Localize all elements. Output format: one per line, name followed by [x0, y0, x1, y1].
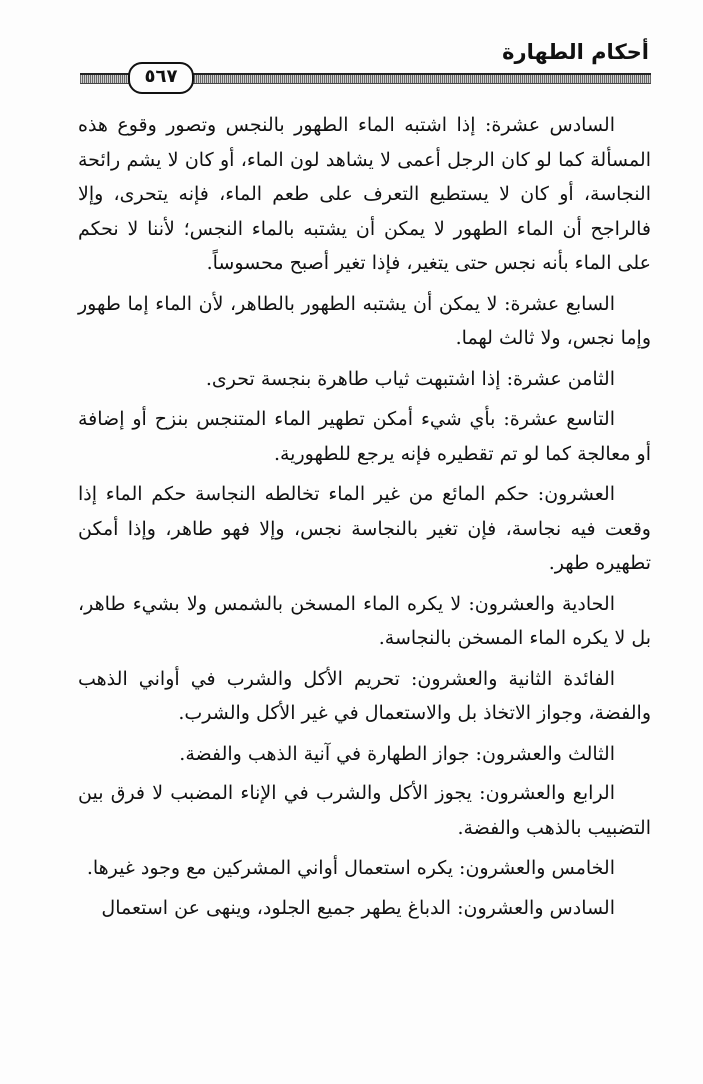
- page-number: ٥٦٧: [128, 62, 194, 94]
- paragraph-25: الخامس والعشرون: يكره استعمال أواني المشركين مع وجود غيرها.: [86, 857, 615, 879]
- paragraph-20: العشرون: حكم المائع من غير الماء تخالطه النجاسة حكم الماء إذا وقعت فيه نجاسة، فإن تغير بالنجاسة نجس، وإلا فهو طاهر، وإذا أمكن تطهيره طهر.: [78, 483, 651, 574]
- paragraph-22: الفائدة الثانية والعشرون: تحريم الأكل والشرب في أواني الذهب والفضة، وجواز الاتخاذ بل والاستعمال في غير الأكل والشرب.: [78, 667, 651, 724]
- body-text: [78, 108, 651, 931]
- paragraph-17: السابع عشرة: لا يمكن أن يشتبه الطهور بالطاهر، لأن الماء إما طهور وإما نجس، ولا ثالث لهما.: [78, 292, 651, 349]
- paragraph-23: الثالث والعشرون: جواز الطهارة في آنية الذهب والفضة.: [179, 742, 615, 765]
- running-header-title: أحكام الطهارة: [502, 40, 649, 64]
- paragraph-16: السادس عشرة: إذا اشتبه الماء الطهور بالنجس وتصور وقوع هذه المسألة كما لو كان الرجل أعمى لا يشاهد لون الماء، أو كان لا يشم رائحة النجاسة، أو كان لا يستطيع التعرف على طعم الماء، فإنه يتحرى، وإلا فالراجح أن الماء الطهور لا يمكن أن يشتبه بالماء النجس؛ لأننا لا نحكم على الماء بأنه نجس حتى يتغير، فإذا تغير أصبح محسوساً.: [78, 114, 651, 274]
- paragraph-21: الحادية والعشرون: لا يكره الماء المسخن بالشمس ولا بشيء طاهر، بل لا يكره الماء المسخن بالنجاسة.: [78, 592, 651, 649]
- paragraph-26: السادس والعشرون: الدباغ يطهر جميع الجلود، وينهى عن استعمال: [101, 896, 615, 919]
- paragraph-18: الثامن عشرة: إذا اشتبهت ثياب طاهرة بنجسة تحرى.: [205, 367, 615, 390]
- paragraph-19: التاسع عشرة: بأي شيء أمكن تطهير الماء المتنجس بنزح أو إضافة أو معالجة كما لو تم تقطيره فإنه يرجع للطهورية.: [78, 408, 651, 465]
- paragraph-24: الرابع والعشرون: يجوز الأكل والشرب في الإناء المضبب لا فرق بين التضبيب بالذهب والفضة.: [78, 782, 651, 839]
